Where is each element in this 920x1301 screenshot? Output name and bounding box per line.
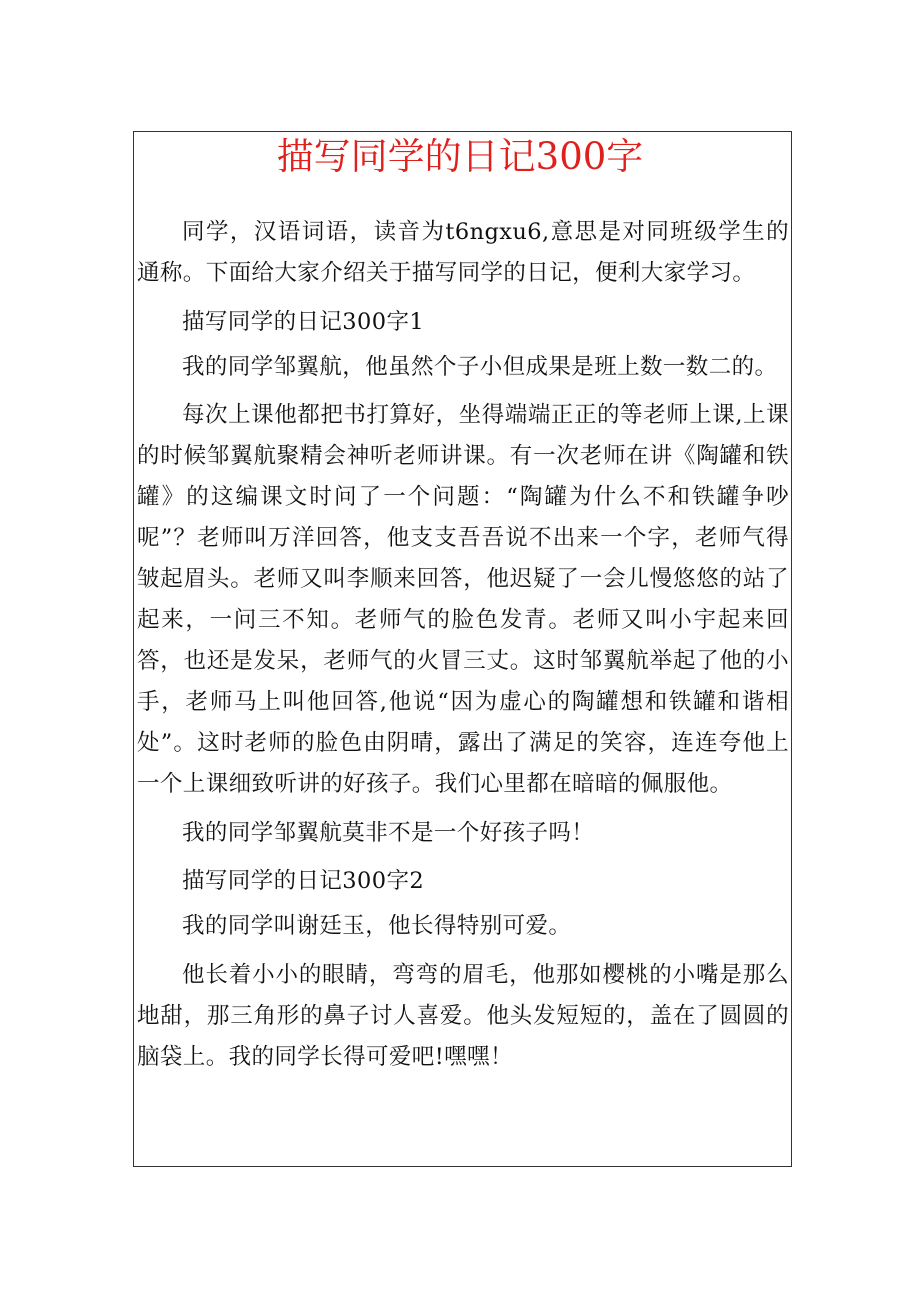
body-paragraph: 他长着小小的眼睛，弯弯的眉毛，他那如樱桃的小嘴是那么地甜，那三角形的鼻子讨人喜爱。他头发短短的，盖在了圆圆的脑袋上。我的同学长得可爱吧!嘿嘿！ — [137, 961, 789, 1070]
section-heading-1: 描写同学的日记300字1 — [182, 308, 425, 335]
body-paragraph: 每次上课他都把书打算好，坐得端端正正的等老师上课,上课的时候邹翼航聚精会神听老师讲课。有一次老师在讲《陶罐和铁罐》的这编课文时问了一个问题：“陶罐为什么不和铁罐争吵呢”？老师叫万洋回答，他支支吾吾说不出来一个字，老师气得皱起眉头。老师又叫李顺来回答，他迟疑了一会儿慢悠悠的站了起来，一问三不知。老师气的脸色发青。老师又叫小宇起来回答，也还是发呆，老师气的火冒三丈。这时邹翼航举起了他的小手，老师马上叫他回答,他说“因为虚心的陶罐想和铁罐和谐相处”。这时老师的脸色由阴晴，露出了满足的笑容，连连夸他上一个上课细致听讲的好孩子。我们心里都在暗暗的佩服他。 — [137, 402, 789, 797]
body-paragraph: 我的同学叫谢廷玉，他长得特别可爱。 — [182, 913, 572, 939]
body-paragraph: 我的同学邹翼航，他虽然个子小但成果是班上数一数二的。 — [182, 353, 778, 380]
body-paragraph: 我的同学邹翼航莫非不是一个好孩子吗！ — [182, 819, 595, 846]
intro-paragraph: 同学，汉语词语，读音为t6ngxu6,意思是对同班级学生的通称。下面给大家介绍关于描写同学的日记，便利大家学习。 — [137, 219, 789, 286]
document-title: 描写同学的日记300字 — [276, 135, 644, 178]
document-body — [137, 212, 789, 1085]
section-heading-2: 描写同学的日记300字2 — [182, 868, 425, 894]
